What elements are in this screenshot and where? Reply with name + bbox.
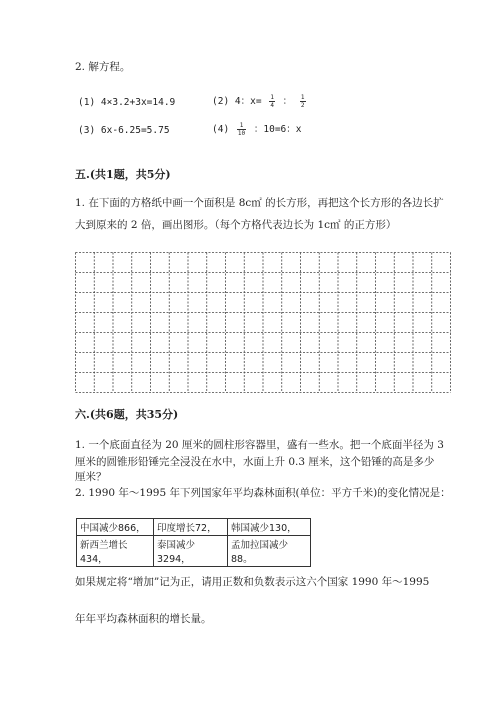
table-row <box>77 519 311 536</box>
fraction: $\frac{1}{10}$ <box>237 122 246 137</box>
table-cell: 泰国减少3294， <box>154 536 228 567</box>
question-1-line: 厘米？ <box>75 471 107 483</box>
table-cell: 孟加拉国减少88。 <box>228 536 311 567</box>
question-2-line: 2. 1990 年～1995 年下列国家年平均森林面积(单位：平方千米)的变化情况是： <box>75 487 451 499</box>
question-2-line: 如果规定将“增加”记为正，请用正数和负数表示这六个国家 1990 年～1995 <box>75 576 430 588</box>
section-5-heading: 五.(共1题，共5分) <box>75 168 171 181</box>
table-cell: 印度增长72， <box>154 519 228 536</box>
table-cell: 韩国减少130， <box>228 519 311 536</box>
equation-3 <box>78 125 170 136</box>
fraction: $\frac{1}{4}$ <box>270 94 274 109</box>
equation-text: ：10=6：x <box>253 124 302 135</box>
equation-text: 6x-6.25=5.75 <box>100 125 170 136</box>
section-5-question-line: 1. 在下面的方格纸中画一个面积是 8c㎡ 的长方形，再把这个长方形的各边长扩 <box>75 197 444 209</box>
section-6-heading: 六.(共6题，共35分) <box>75 408 179 421</box>
equation-number: (1) <box>78 97 96 108</box>
equation-number: (2) <box>212 96 230 107</box>
forest-change-table <box>76 518 311 567</box>
grid-paper[interactable] <box>75 252 451 393</box>
equation-number: (4) <box>212 124 230 135</box>
equation-2 <box>212 93 308 109</box>
grid-lines <box>76 253 451 393</box>
q2-title: 2. 解方程。 <box>75 61 131 73</box>
table-cell: 中国减少866， <box>77 519 154 536</box>
fraction: $\frac{1}{2}$ <box>300 94 305 109</box>
table-row <box>77 536 311 567</box>
question-1-line: 1. 一个底面直径为 20 厘米的圆柱形容器里，盛有一些水。把一个底面半径为 3 <box>75 439 444 451</box>
equation-text: 4×3.2+3x=14.9 <box>100 97 176 108</box>
equation-text: 4：x= <box>234 96 262 107</box>
equation-number: (3) <box>78 125 96 136</box>
section-5-question-line: 大到原来的 2 倍，画出图形。（每个方格代表边长为 1c㎡ 的正方形） <box>75 219 397 231</box>
question-2-line: 年年平均森林面积的增长量。 <box>75 613 212 625</box>
question-1-line: 厘米的圆锥形铅锤完全浸没在水中，水面上升 0.3 厘米，这个铅锤的高是多少 <box>75 456 435 468</box>
equation-4 <box>212 121 301 137</box>
ratio-sign: ： <box>282 96 293 107</box>
equation-1 <box>78 97 175 108</box>
table-cell: 新西兰增长434， <box>77 536 154 567</box>
